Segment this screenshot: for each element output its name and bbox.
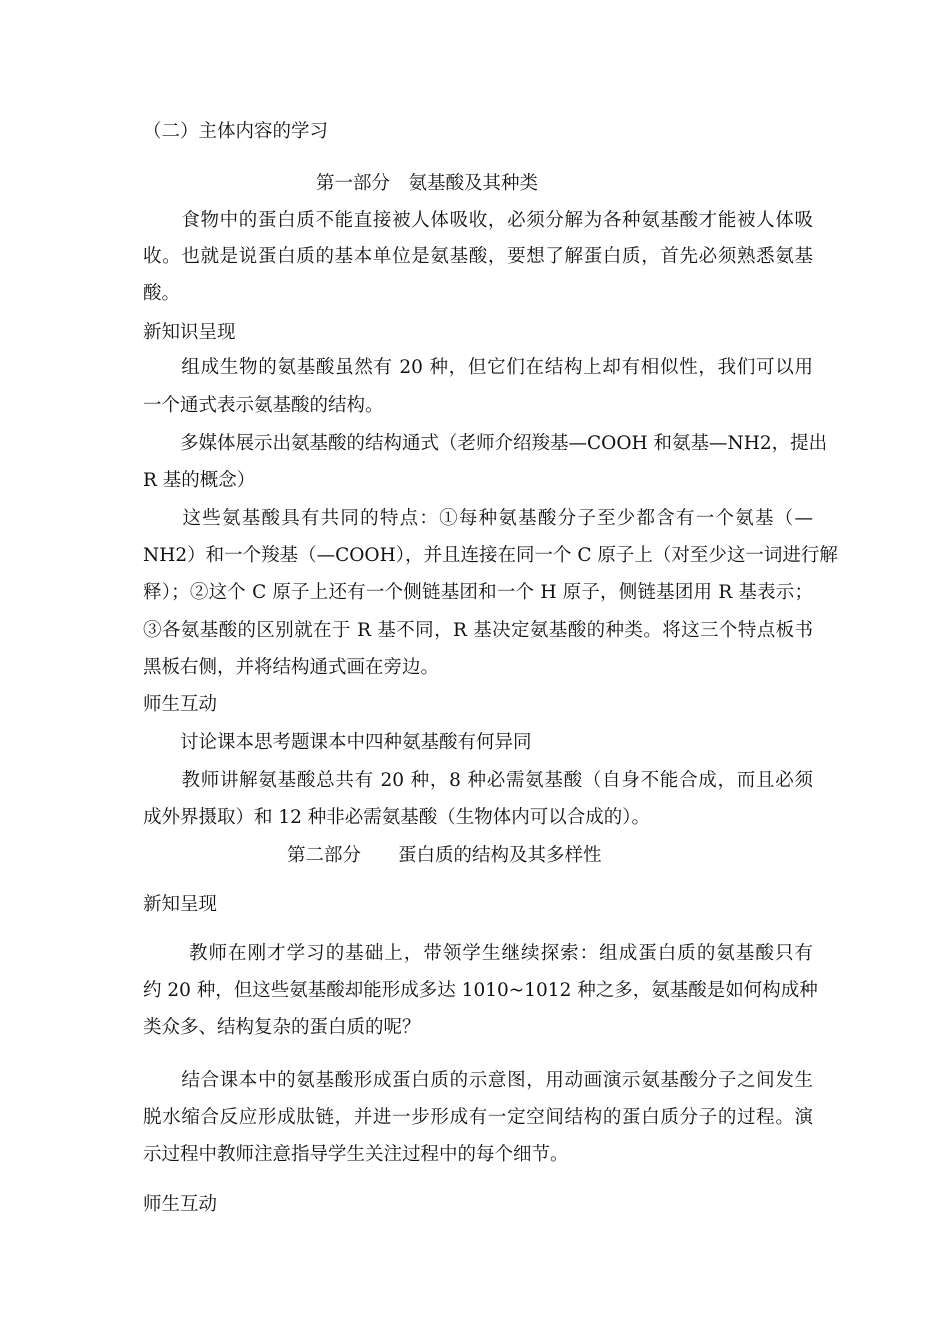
part2-title: 第二部分 蛋白质的结构及其多样性 [287, 845, 602, 866]
part2-p2-line-2: 脱水缩合反应形成肽链，并进一步形成有一定空间结构的蛋白质分子的过程。演 [143, 1107, 813, 1128]
part1-p4: 讨论课本思考题课本中四种氨基酸有何异同 [143, 732, 532, 753]
part1-p3-line-1: 这些氨基酸具有共同的特点：①每种氨基酸分子至少都含有一个氨基（— [143, 508, 813, 529]
part2-p1-line-2: 约 20 种，但这些氨基酸却能形成多达 1010~1012 种之多，氨基酸是如何构成种 [143, 980, 818, 1001]
part2-p2-line-1: 结合课本中的氨基酸形成蛋白质的示意图，用动画演示氨基酸分子之间发生 [143, 1070, 813, 1091]
part2-p1-line-1: 教师在刚才学习的基础上，带领学生继续探索：组成蛋白质的氨基酸只有 [143, 943, 813, 964]
part2-p2-line-3: 示过程中教师注意指导学生关注过程中的每个细节。 [143, 1144, 569, 1165]
part2-new-knowledge-label: 新知呈现 [143, 894, 218, 915]
part1-p3-line-5: 黑板右侧，并将结构通式画在旁边。 [143, 657, 440, 678]
part1-intro-line-2: 收。也就是说蛋白质的基本单位是氨基酸，要想了解蛋白质，首先必须熟悉氨基 [143, 246, 813, 267]
part1-p2-line-1: 多媒体展示出氨基酸的结构通式（老师介绍羧基—COOH 和氨基—NH2，提出 [143, 433, 828, 454]
part2-p1-line-3: 类众多、结构复杂的蛋白质的呢？ [143, 1017, 421, 1038]
part1-interaction-label: 师生互动 [143, 694, 218, 715]
part1-p1-line-2: 一个通式表示氨基酸的结构。 [143, 395, 384, 416]
part1-p5-line-2: 成外界摄取）和 12 种非必需氨基酸（生物体内可以合成的）。 [143, 807, 651, 828]
part1-p3-line-2: NH2）和一个羧基（—COOH），并且连接在同一个 C 原子上（对至少这一词进行解 [143, 545, 838, 566]
part1-intro-line-3: 酸。 [143, 283, 181, 304]
part1-p1-line-1: 组成生物的氨基酸虽然有 20 种，但它们在结构上却有相似性，我们可以用 [143, 357, 813, 378]
part1-intro-line-1: 食物中的蛋白质不能直接被人体吸收，必须分解为各种氨基酸才能被人体吸 [143, 210, 813, 231]
part1-new-knowledge-label: 新知识呈现 [143, 322, 236, 343]
part1-title: 第一部分 氨基酸及其种类 [316, 173, 539, 194]
part1-p3-line-4: ③各氨基酸的区别就在于 R 基不同，R 基决定氨基酸的种类。将这三个特点板书 [143, 620, 813, 641]
part1-p3-line-3: 释）；②这个 C 原子上还有一个侧链基团和一个 H 原子，侧链基团用 R 基表示； [143, 582, 813, 603]
part1-p2-line-2: R 基的概念） [143, 470, 256, 491]
section-title: （二）主体内容的学习 [143, 121, 329, 142]
part1-p5-line-1: 教师讲解氨基酸总共有 20 种，8 种必需氨基酸（自身不能合成，而且必须 [143, 770, 813, 791]
part2-interaction-label: 师生互动 [143, 1194, 218, 1215]
